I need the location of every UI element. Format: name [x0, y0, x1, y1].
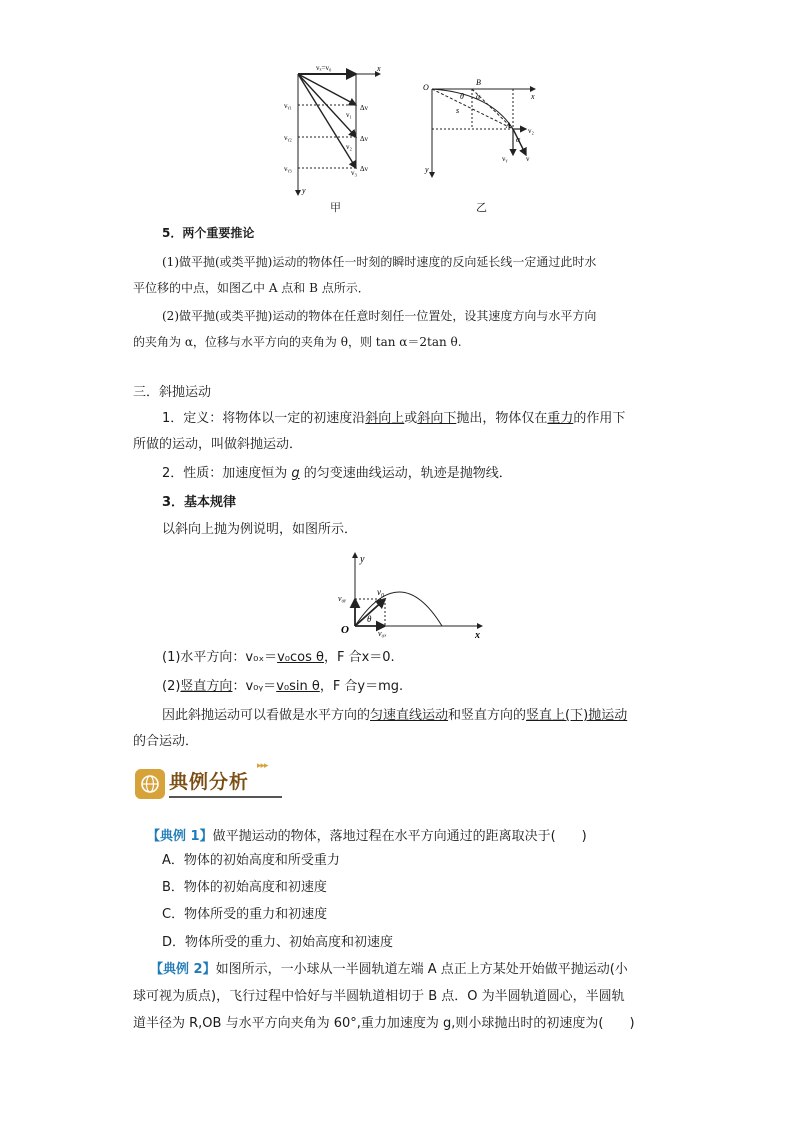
vy2-label: vᵧ₂ [284, 134, 292, 142]
example1-tag: 【典例 1】 [147, 829, 213, 844]
vy1-label: vᵧ₁ [284, 102, 292, 110]
example1-stem [147, 827, 587, 847]
label-A: A [506, 121, 511, 130]
x-label: x [377, 64, 381, 73]
def-u2: 斜向下 [417, 411, 457, 426]
conclusion-line1 [162, 706, 627, 726]
section5-p2b: 的夹角为 α，位移与水平方向的夹角为 θ，则 tan α＝2tan θ. [133, 335, 462, 349]
dv-label-1: Δv [360, 104, 369, 112]
example2-tag: 【典例 2】 [150, 962, 216, 977]
prop-g: g [291, 466, 300, 481]
banner-arrows: ▸▸▸ [257, 761, 268, 771]
label-B: B [476, 78, 481, 87]
label-alpha-b: α [476, 92, 481, 101]
figure-yi [420, 75, 545, 185]
v3-vector [298, 74, 356, 168]
label-v0y: v₀ᵧ [338, 594, 347, 603]
section5-p2a: (2)做平抛(或类平抛)运动的物体在任意时刻任一位置处，设其速度方向与水平方向 [162, 309, 597, 323]
example1-option-a: A．物体的初始高度和所受重力 [162, 853, 340, 868]
example2-line3: 道半径为 R,OB 与水平方向夹角为 60°,重力加速度为 g,则小球抛出时的初速度为( ) [133, 1016, 635, 1031]
example1-option-c: C．物体所受的重力和初速度 [162, 907, 328, 922]
label-v2: v₂ [528, 127, 534, 135]
conc-prefix: 因此斜抛运动可以看做是水平方向的 [162, 708, 371, 723]
def-line1 [162, 409, 625, 429]
def-or: 或 [404, 411, 418, 426]
example1-text: 做平抛运动的物体，落地过程在水平方向通过的距离取决于( ) [212, 829, 587, 844]
label-x: x [475, 630, 480, 640]
label-vy: vᵧ [502, 155, 508, 163]
section5-p1a: (1)做平抛(或类平抛)运动的物体任一时刻的瞬时速度的反向延长线一定通过此时水 [162, 255, 597, 269]
dv-label-2: Δv [360, 135, 369, 143]
label-theta: θ [367, 614, 372, 624]
label-theta: θ [460, 92, 464, 101]
conc-u2: 竖直上(下)抛运动 [526, 708, 628, 723]
banner-icon [135, 769, 165, 799]
label-v0: v₀ [377, 587, 385, 597]
def-u3: 重力 [547, 411, 574, 426]
label-s: s [456, 106, 460, 115]
prop-line [162, 464, 512, 484]
section5-title: 5．两个重要推论 [162, 226, 255, 240]
globe-icon [135, 769, 165, 799]
rule-intro: 以斜向上抛为例说明，如图所示． [162, 522, 358, 537]
section3-title: 三．斜抛运动 [133, 385, 212, 400]
label-y: y [425, 165, 429, 174]
v-u1: 竖直方向 [180, 679, 233, 694]
prop-prefix: 2．性质：加速度恒为 [162, 466, 292, 481]
def-line2: 所做的运动，叫做斜抛运动． [133, 437, 303, 452]
caption-jia: 甲 [330, 201, 341, 214]
section5-p1b: 平位移的中点，如图乙中 A 点和 B 点所示． [133, 281, 370, 295]
v1-vector [298, 74, 356, 105]
def-prefix: 1．定义：将物体以一定的初速度沿 [162, 411, 366, 426]
def-suffix: 的作用下 [573, 411, 626, 426]
dv-label-3: Δv [360, 165, 369, 173]
label-O: O [423, 83, 429, 92]
vertical-rule [162, 677, 403, 697]
example1-option-d: D．物体所受的重力、初始高度和初速度 [162, 935, 394, 950]
h-prefix: (1)水平方向：v₀ₓ＝ [162, 650, 278, 665]
v1-label: v₁ [346, 111, 352, 119]
v-mid: ：v₀ᵧ＝ [232, 679, 277, 694]
example-banner [135, 761, 285, 801]
def-u1: 斜向上 [365, 411, 405, 426]
label-alpha-a: α [516, 135, 521, 144]
banner-title: 典例分析 [169, 771, 250, 793]
prop-suffix: 的匀变速曲线运动，轨迹是抛物线． [299, 466, 512, 481]
banner-underline [169, 796, 282, 798]
rule-title: 3．基本规律 [162, 495, 237, 510]
conclusion-line2: 的合运动． [133, 734, 199, 749]
v2-label: v₂ [346, 143, 352, 151]
example1-option-b: B．物体的初始高度和初速度 [162, 880, 327, 895]
vx-label: vₓ=v₀ [316, 64, 332, 72]
horizontal-rule [162, 648, 395, 668]
example2-l1: 如图所示，一小球从一半圆轨道左端 A 点正上方某处开始做平抛运动(小 [215, 962, 628, 977]
v-u2: v₀sin θ [276, 679, 320, 694]
caption-yi: 乙 [476, 201, 487, 214]
conc-u1: 匀速直线运动 [370, 708, 449, 723]
conc-mid: 和竖直方向的 [448, 708, 527, 723]
v-prefix: (2) [162, 679, 181, 694]
v3-label: v₃ [351, 169, 357, 177]
label-v0x: v₀ₓ [378, 629, 387, 638]
label-v: v [526, 155, 530, 163]
y-label: y [302, 186, 306, 195]
h-u: v₀cos θ [277, 650, 324, 665]
vy3-label: vᵧ₃ [284, 165, 292, 173]
figure-oblique [330, 548, 490, 640]
v-suffix: ，F 合y＝mg. [319, 679, 404, 694]
example2-line2: 球可视为质点)，飞行过程中恰好与半圆轨道相切于 B 点．O 为半圆轨道圆心，半圆轨 [133, 989, 625, 1004]
label-O: O [341, 624, 349, 636]
label-y: y [360, 554, 365, 565]
figure-jia [280, 60, 390, 220]
label-x: x [531, 92, 535, 101]
def-mid: 抛出，物体仅在 [456, 411, 548, 426]
h-suffix: ，F 合x＝0. [323, 650, 395, 665]
example2-line1 [150, 960, 628, 980]
